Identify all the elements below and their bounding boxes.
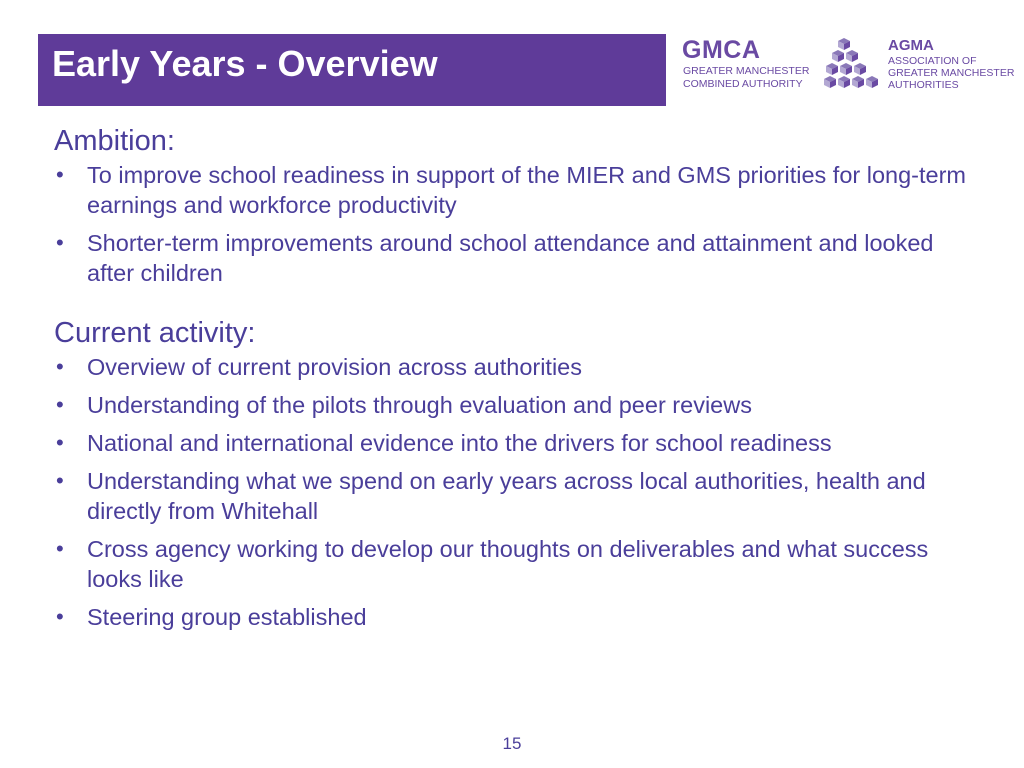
bullet-item [54, 352, 984, 382]
gmca-logo [682, 36, 822, 96]
slide-title: Early Years - Overview [52, 43, 438, 84]
bullet-text: To improve school readiness in support of the MIER and GMS priorities for long-term earnings and workforce productivity [87, 162, 967, 218]
section-heading-ambition: Ambition: [54, 125, 175, 157]
bullet-text: Steering group established [87, 604, 367, 630]
bullet-item [54, 228, 984, 288]
bullet-item [54, 534, 984, 594]
bullet-item [54, 466, 984, 526]
bullet-text: Overview of current provision across authorities [87, 354, 583, 380]
title-bar [38, 34, 666, 106]
gmca-logo-line-2: COMBINED AUTHORITY [683, 78, 803, 90]
agma-logo-line-3: AUTHORITIES [888, 79, 959, 91]
bullet-dot-icon: • [56, 392, 64, 417]
bullet-item [54, 390, 984, 420]
bullet-dot-icon: • [56, 230, 64, 255]
slide-content [54, 122, 984, 632]
bullet-item [54, 602, 984, 632]
section-heading-current-activity: Current activity: [54, 317, 256, 349]
bullet-text: Understanding of the pilots through evaluation and peer reviews [87, 392, 752, 418]
gmca-logo-word: GMCA [682, 36, 761, 64]
bullet-item [54, 160, 984, 220]
ambition-bullet-list [54, 160, 984, 288]
bullet-text: National and international evidence into the drivers for school readiness [87, 430, 832, 456]
agma-logo-subtitle [888, 55, 1014, 91]
cube-logo-icon [822, 36, 886, 94]
current-activity-bullet-list [54, 352, 984, 632]
bullet-dot-icon: • [56, 430, 64, 455]
agma-logo-line-2: GREATER MANCHESTER [888, 67, 1015, 79]
bullet-dot-icon: • [56, 604, 64, 629]
bullet-dot-icon: • [56, 536, 64, 561]
bullet-dot-icon: • [56, 468, 64, 493]
bullet-text: Shorter-term improvements around school attendance and attainment and looked after children [87, 230, 934, 286]
page-number: 15 [502, 734, 522, 753]
gmca-logo-subtitle [683, 65, 809, 91]
gmca-logo-line-1: GREATER MANCHESTER [683, 65, 810, 77]
bullet-text: Understanding what we spend on early years across local authorities, health and directly from Whitehall [87, 468, 926, 524]
bullet-dot-icon: • [56, 162, 64, 187]
agma-logo-line-1: ASSOCIATION OF [888, 55, 977, 67]
agma-logo [888, 38, 1022, 96]
bullet-item [54, 428, 984, 458]
bullet-text: Cross agency working to develop our thoughts on deliverables and what success looks like [87, 536, 929, 592]
bullet-dot-icon: • [56, 354, 64, 379]
agma-logo-word: AGMA [888, 37, 934, 54]
